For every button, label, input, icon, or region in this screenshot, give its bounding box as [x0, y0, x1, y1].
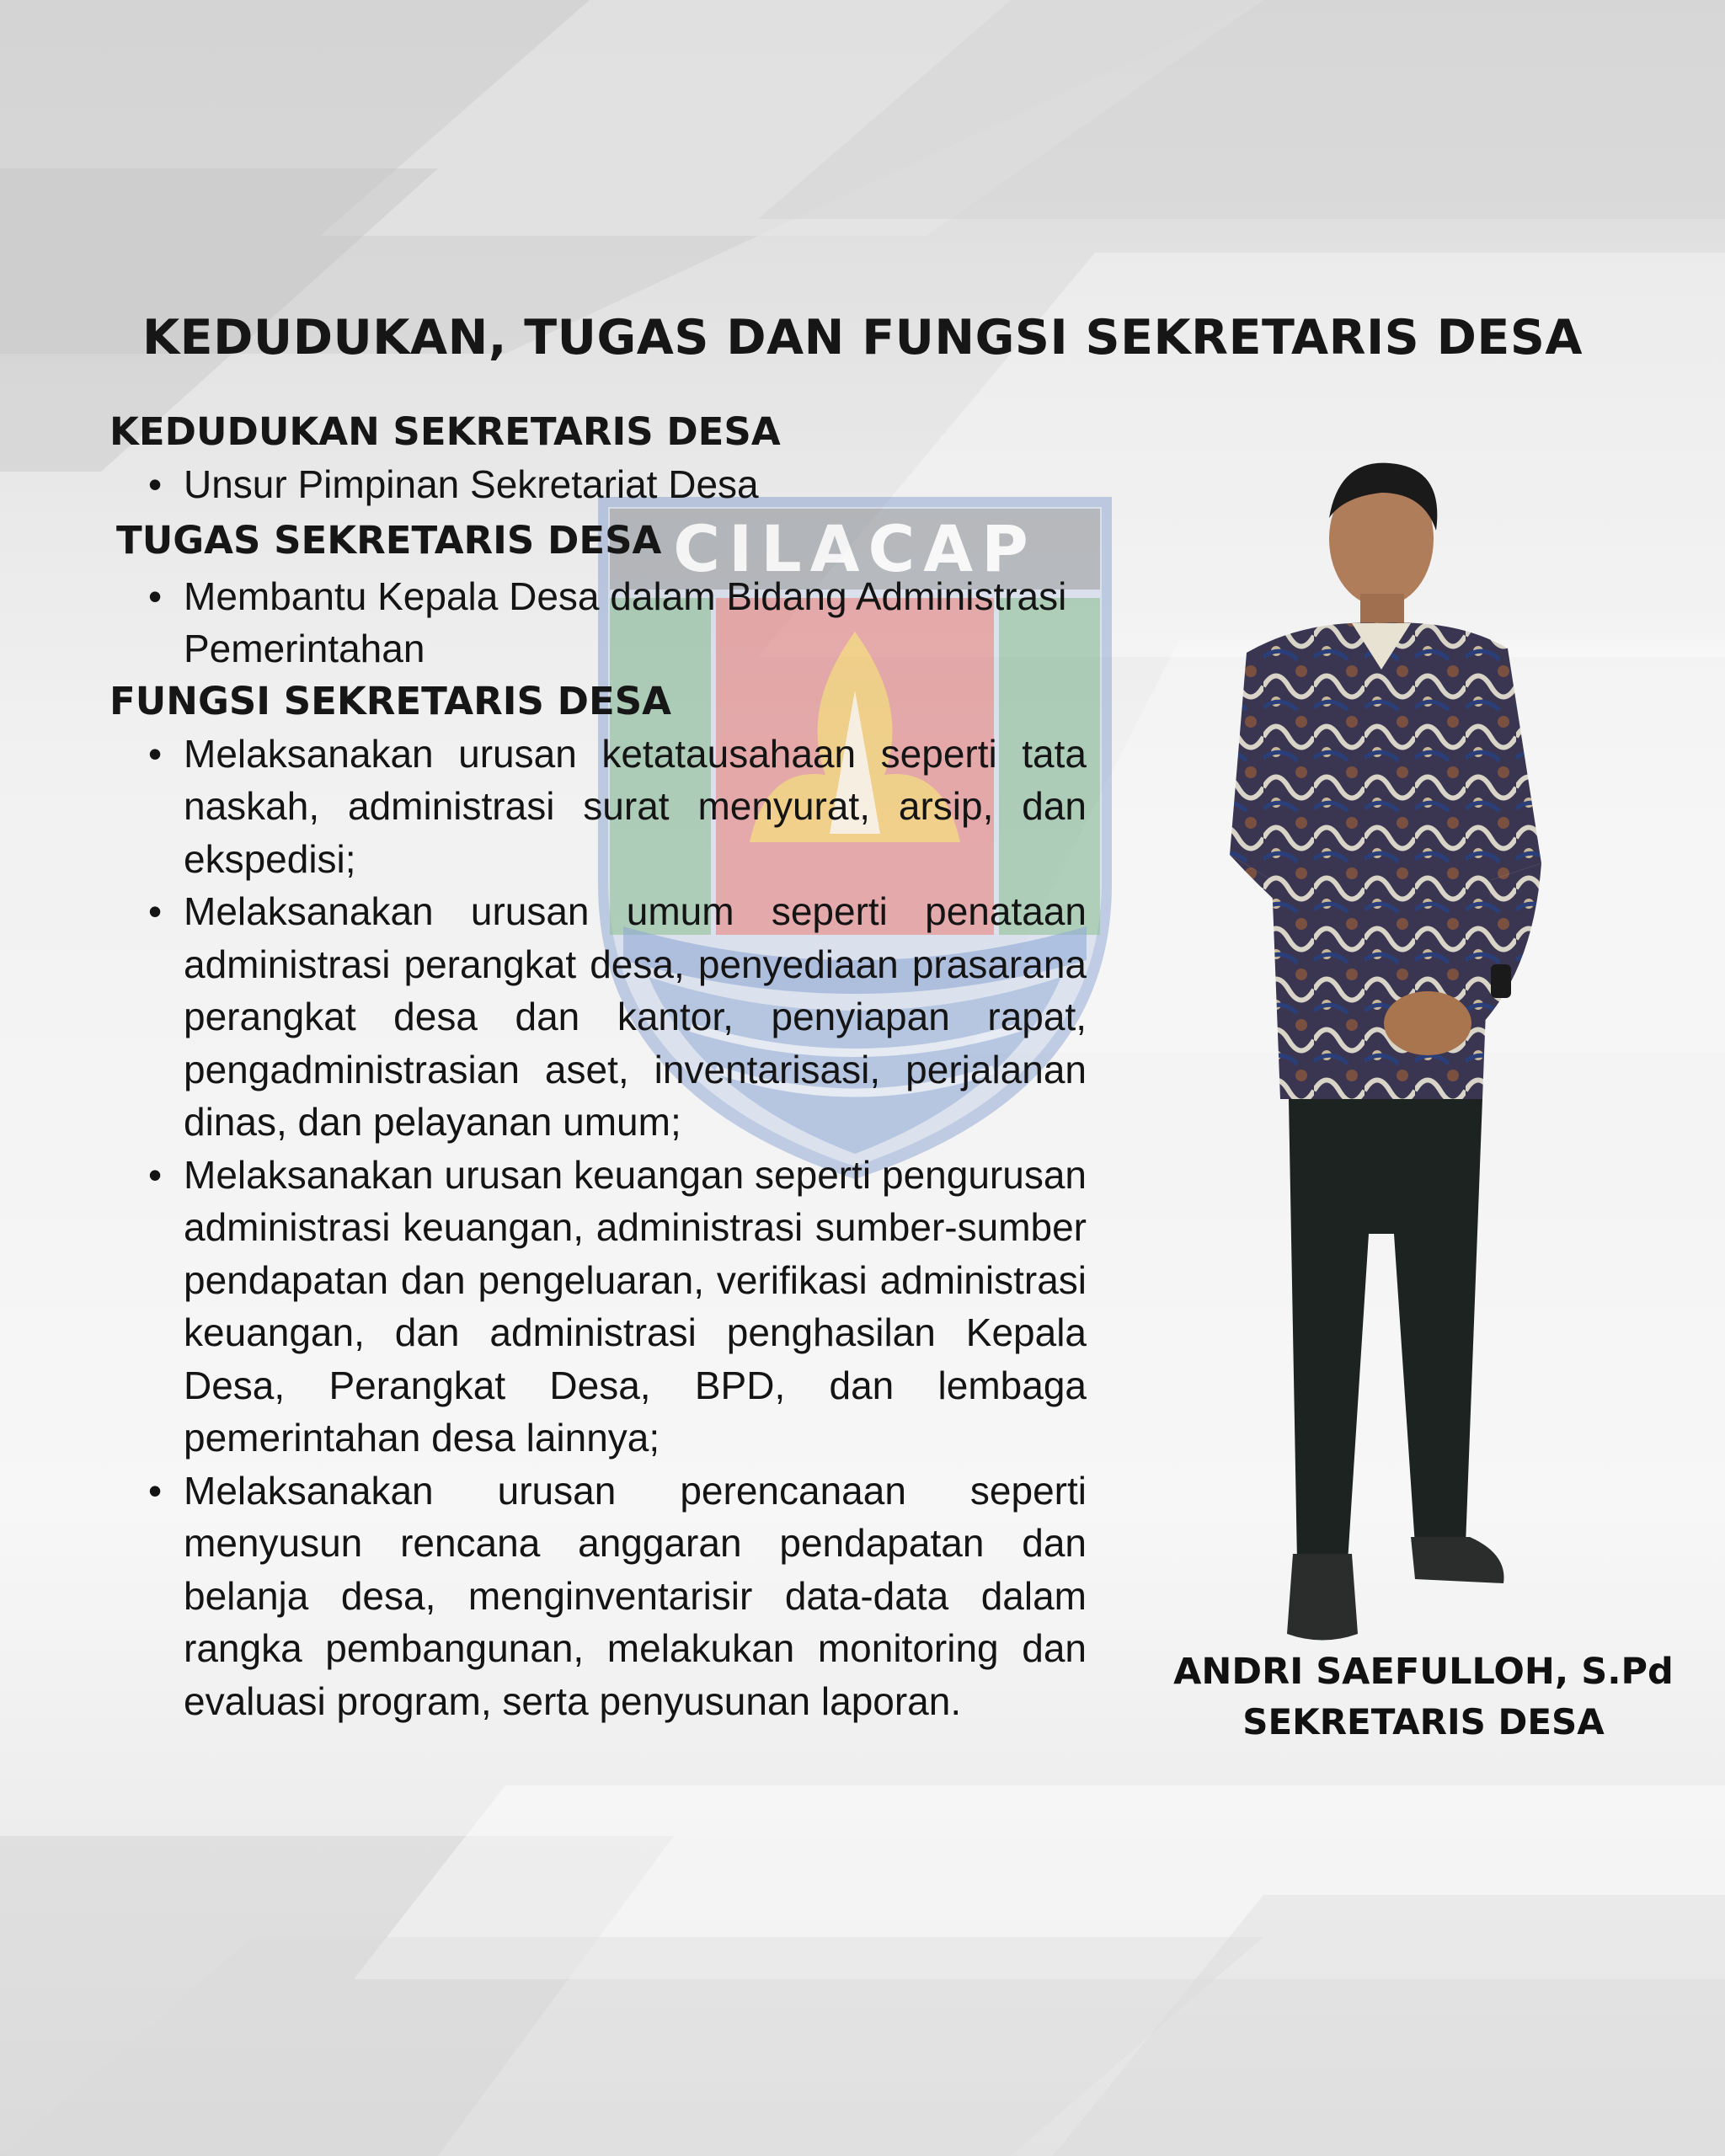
list-item-text: Melaksanakan urusan perencanaan seperti menyusun rencana anggaran pendapatan dan belanja desa, menginventarisir data-data dalam rangka pembangunan, melakukan monitoring dan evaluasi program, serta penyusunan laporan.	[184, 1468, 1087, 1723]
list-item-text: Unsur Pimpinan Sekretariat Desa	[184, 462, 759, 506]
section-heading-kedudukan: KEDUDUKAN SEKRETARIS DESA	[109, 409, 781, 454]
bullet-icon: •	[148, 889, 163, 933]
bullet-icon: •	[148, 1152, 163, 1197]
list-item-text: Membantu Kepala Desa dalam Bidang Administrasi Pemerintahan	[184, 574, 1067, 670]
person-name: ANDRI SAEFULLOH, S.Pd	[1173, 1651, 1674, 1693]
person-role: SEKRETARIS DESA	[1242, 1701, 1605, 1742]
list-item	[109, 1149, 1087, 1465]
tugas-list	[109, 570, 1087, 675]
section-heading-fungsi: FUNGSI SEKRETARIS DESA	[109, 678, 671, 723]
section-heading-tugas: TUGAS SEKRETARIS DESA	[116, 517, 662, 563]
bullet-icon: •	[148, 1468, 163, 1513]
bullet-icon: •	[148, 731, 163, 776]
list-item-text: Melaksanakan urusan keuangan seperti pengurusan administrasi keuangan, administrasi sumber-sumber pendapatan dan pengeluaran, verifikasi administrasi keuangan, dan administrasi penghasilan Kepala Desa, Perangkat Desa, BPD, dan lembaga pemerintahan desa lainnya;	[184, 1152, 1087, 1460]
fungsi-list	[109, 728, 1087, 1728]
list-item	[109, 885, 1087, 1149]
bullet-icon: •	[148, 574, 163, 618]
main-content	[109, 406, 1087, 1727]
kedudukan-list	[109, 458, 1087, 511]
svg-text:CILACAP: CILACAP	[673, 511, 1037, 586]
list-item	[109, 728, 1087, 886]
list-item	[109, 1465, 1087, 1728]
list-item	[109, 458, 1087, 511]
list-item	[109, 570, 1087, 675]
person-photo	[1213, 459, 1567, 1655]
list-item-text: Melaksanakan urusan umum seperti penataan administrasi perangkat desa, penyediaan prasarana perangkat desa dan kantor, penyiapan rapat, pengadministrasian aset, inventarisasi, perjalanan dinas, dan pelayanan umum;	[184, 889, 1087, 1144]
bullet-icon: •	[148, 462, 163, 506]
list-item-text: Melaksanakan urusan ketatausahaan seperti tata naskah, administrasi surat menyurat, arsip, dan ekspedisi;	[184, 731, 1087, 881]
page-title: KEDUDUKAN, TUGAS DAN FUNGSI SEKRETARIS DESA	[142, 310, 1583, 366]
